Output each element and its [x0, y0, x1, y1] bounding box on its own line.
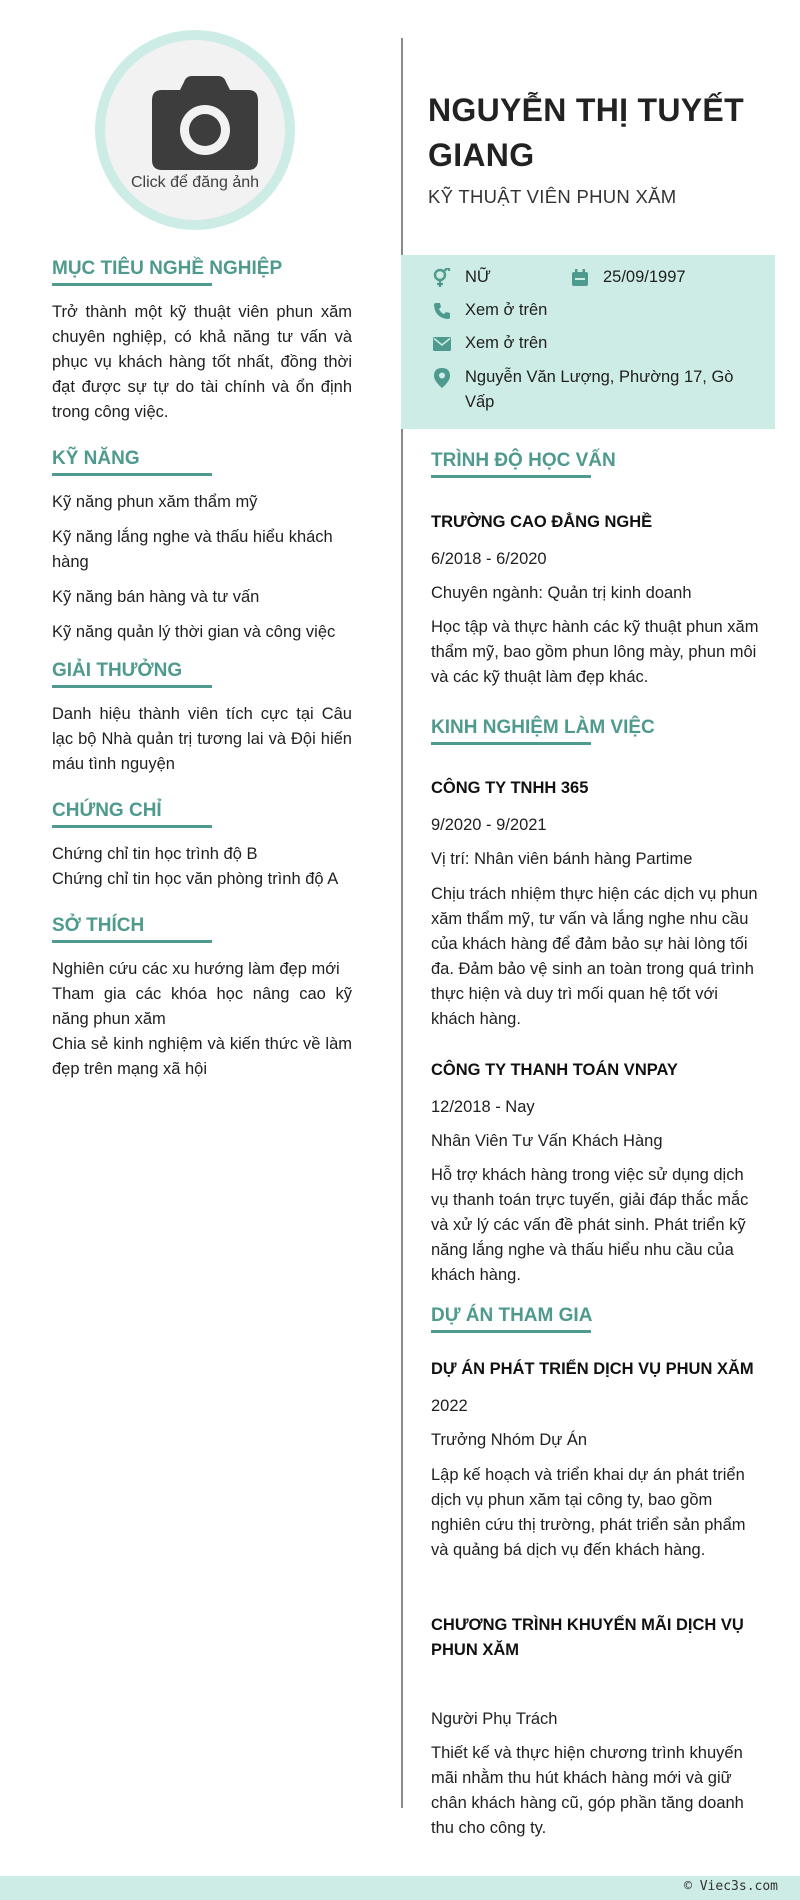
hobby-item: Nghiên cứu các xu hướng làm đẹp mới	[52, 960, 340, 978]
address-row	[431, 365, 751, 415]
objective-text: Trở thành một kỹ thuật viên phun xăm chuyên nghiệp, có khả năng tư vấn và phục vụ khách hàng tốt nhất, đồng thời đạt được sự tự do tài chính và ổn định trong công việc.	[52, 303, 352, 421]
avatar-upload[interactable]	[95, 30, 295, 230]
avatar-caption: Click để đăng ảnh	[130, 174, 260, 191]
education-major: Chuyên ngành: Quản trị kinh doanh	[431, 584, 692, 602]
birthday-row	[569, 265, 686, 290]
skill-item: Kỹ năng lắng nghe và thấu hiểu khách hàng	[52, 528, 333, 571]
email-icon	[431, 331, 453, 356]
certificates-section	[52, 800, 352, 892]
footer-bar	[0, 1876, 800, 1900]
project-name: DỰ ÁN PHÁT TRIỂN DỊCH VỤ PHUN XĂM	[431, 1360, 754, 1378]
awards-section	[52, 660, 352, 777]
objective-title: MỤC TIÊU NGHỀ NGHIỆP	[52, 258, 352, 286]
email-row	[431, 331, 547, 356]
gender-icon	[431, 265, 453, 290]
email-value: Xem ở trên	[465, 334, 548, 352]
phone-row	[431, 298, 547, 323]
project-period: 2022	[431, 1397, 468, 1415]
job-title: KỸ THUẬT VIÊN PHUN XĂM	[428, 186, 677, 207]
experience-title: KINH NGHIỆM LÀM VIỆC	[431, 717, 655, 745]
birthday-value: 25/09/1997	[603, 268, 686, 286]
project-name: CHƯƠNG TRÌNH KHUYẾN MÃI DỊCH VỤ PHUN XĂM	[431, 1616, 744, 1659]
gender-value: NỮ	[465, 268, 492, 286]
certificate-item: Chứng chỉ tin học văn phòng trình độ A	[52, 870, 339, 888]
contact-box	[401, 255, 775, 429]
gender-row	[431, 265, 491, 290]
awards-text: Danh hiệu thành viên tích cực tại Câu lạc bộ Nhà quản trị tương lai và Đội hiến máu tình nguyện	[52, 705, 352, 773]
job-company: CÔNG TY THANH TOÁN VNPAY	[431, 1061, 678, 1079]
skill-item: Kỹ năng quản lý thời gian và công việc	[52, 623, 336, 641]
job-period: 12/2018 - Nay	[431, 1098, 535, 1116]
certificate-item: Chứng chỉ tin học trình độ B	[52, 845, 258, 863]
project-desc: Lập kế hoạch và triển khai dự án phát triển dịch vụ phun xăm tại công ty, bao gồm nghiên cứu thị trường, phát triển sản phẩm và quảng bá dịch vụ đến khách hàng.	[431, 1466, 746, 1559]
projects-title: DỰ ÁN THAM GIA	[431, 1305, 592, 1333]
phone-icon	[431, 298, 453, 323]
address-value: Nguyễn Văn Lượng, Phường 17, Gò Vấp	[465, 368, 734, 411]
job-company: CÔNG TY TNHH 365	[431, 779, 589, 797]
phone-value: Xem ở trên	[465, 301, 548, 319]
job-period: 9/2020 - 9/2021	[431, 816, 547, 834]
candidate-name: NGUYỄN THỊ TUYẾT GIANG	[428, 92, 744, 173]
project-role: Người Phụ Trách	[431, 1710, 558, 1728]
hobbies-title: SỞ THÍCH	[52, 915, 352, 943]
education-period: 6/2018 - 6/2020	[431, 550, 547, 568]
skill-item: Kỹ năng phun xăm thẩm mỹ	[52, 493, 258, 511]
hobby-item: Tham gia các khóa học nâng cao kỹ năng phun xăm	[52, 985, 352, 1028]
skills-section	[52, 448, 352, 641]
job-position: Vị trí: Nhân viên bánh hàng Partime	[431, 850, 693, 868]
education-desc: Học tập và thực hành các kỹ thuật phun xăm thẩm mỹ, bao gồm phun lông mày, phun môi và các kỹ thuật làm đẹp khác.	[431, 618, 759, 686]
hobby-item: Chia sẻ kinh nghiệm và kiến thức về làm đẹp trên mạng xã hội	[52, 1035, 352, 1078]
job-position: Nhân Viên Tư Vấn Khách Hàng	[431, 1132, 663, 1150]
project-role: Trưởng Nhóm Dự Án	[431, 1431, 588, 1449]
objective-section	[52, 258, 352, 425]
calendar-icon	[569, 265, 591, 290]
education-title: TRÌNH ĐỘ HỌC VẤN	[431, 450, 616, 478]
job-desc: Hỗ trợ khách hàng trong việc sử dụng dịch vụ thanh toán trực tuyến, giải đáp thắc mắc và xử lý các vấn đề phát sinh. Phát triển kỹ năng lắng nghe và thấu hiểu nhu cầu của khách hàng.	[431, 1166, 749, 1284]
skill-item: Kỹ năng bán hàng và tư vấn	[52, 588, 260, 606]
education-school: TRƯỜNG CAO ĐẲNG NGHỀ	[431, 513, 653, 531]
certificates-title: CHỨNG CHỈ	[52, 800, 352, 828]
skills-title: KỸ NĂNG	[52, 448, 352, 476]
hobbies-section	[52, 915, 352, 1082]
footer-credit: © Viec3s.com	[684, 1879, 778, 1894]
job-desc: Chịu trách nhiệm thực hiện các dịch vụ phun xăm thẩm mỹ, tư vấn và lắng nghe nhu cầu của khách hàng để đảm bảo sự hài lòng tối đa. Đảm bảo vệ sinh an toàn trong quá trình thực hiện và duy trì mối quan hệ tốt với khách hàng.	[431, 885, 758, 1028]
awards-title: GIẢI THƯỞNG	[52, 660, 352, 688]
camera-icon	[150, 74, 260, 170]
project-desc: Thiết kế và thực hiện chương trình khuyến mãi nhằm thu hút khách hàng mới và giữ chân khách hàng cũ, góp phần tăng doanh thu cho công ty.	[431, 1744, 744, 1837]
location-icon	[431, 365, 453, 390]
